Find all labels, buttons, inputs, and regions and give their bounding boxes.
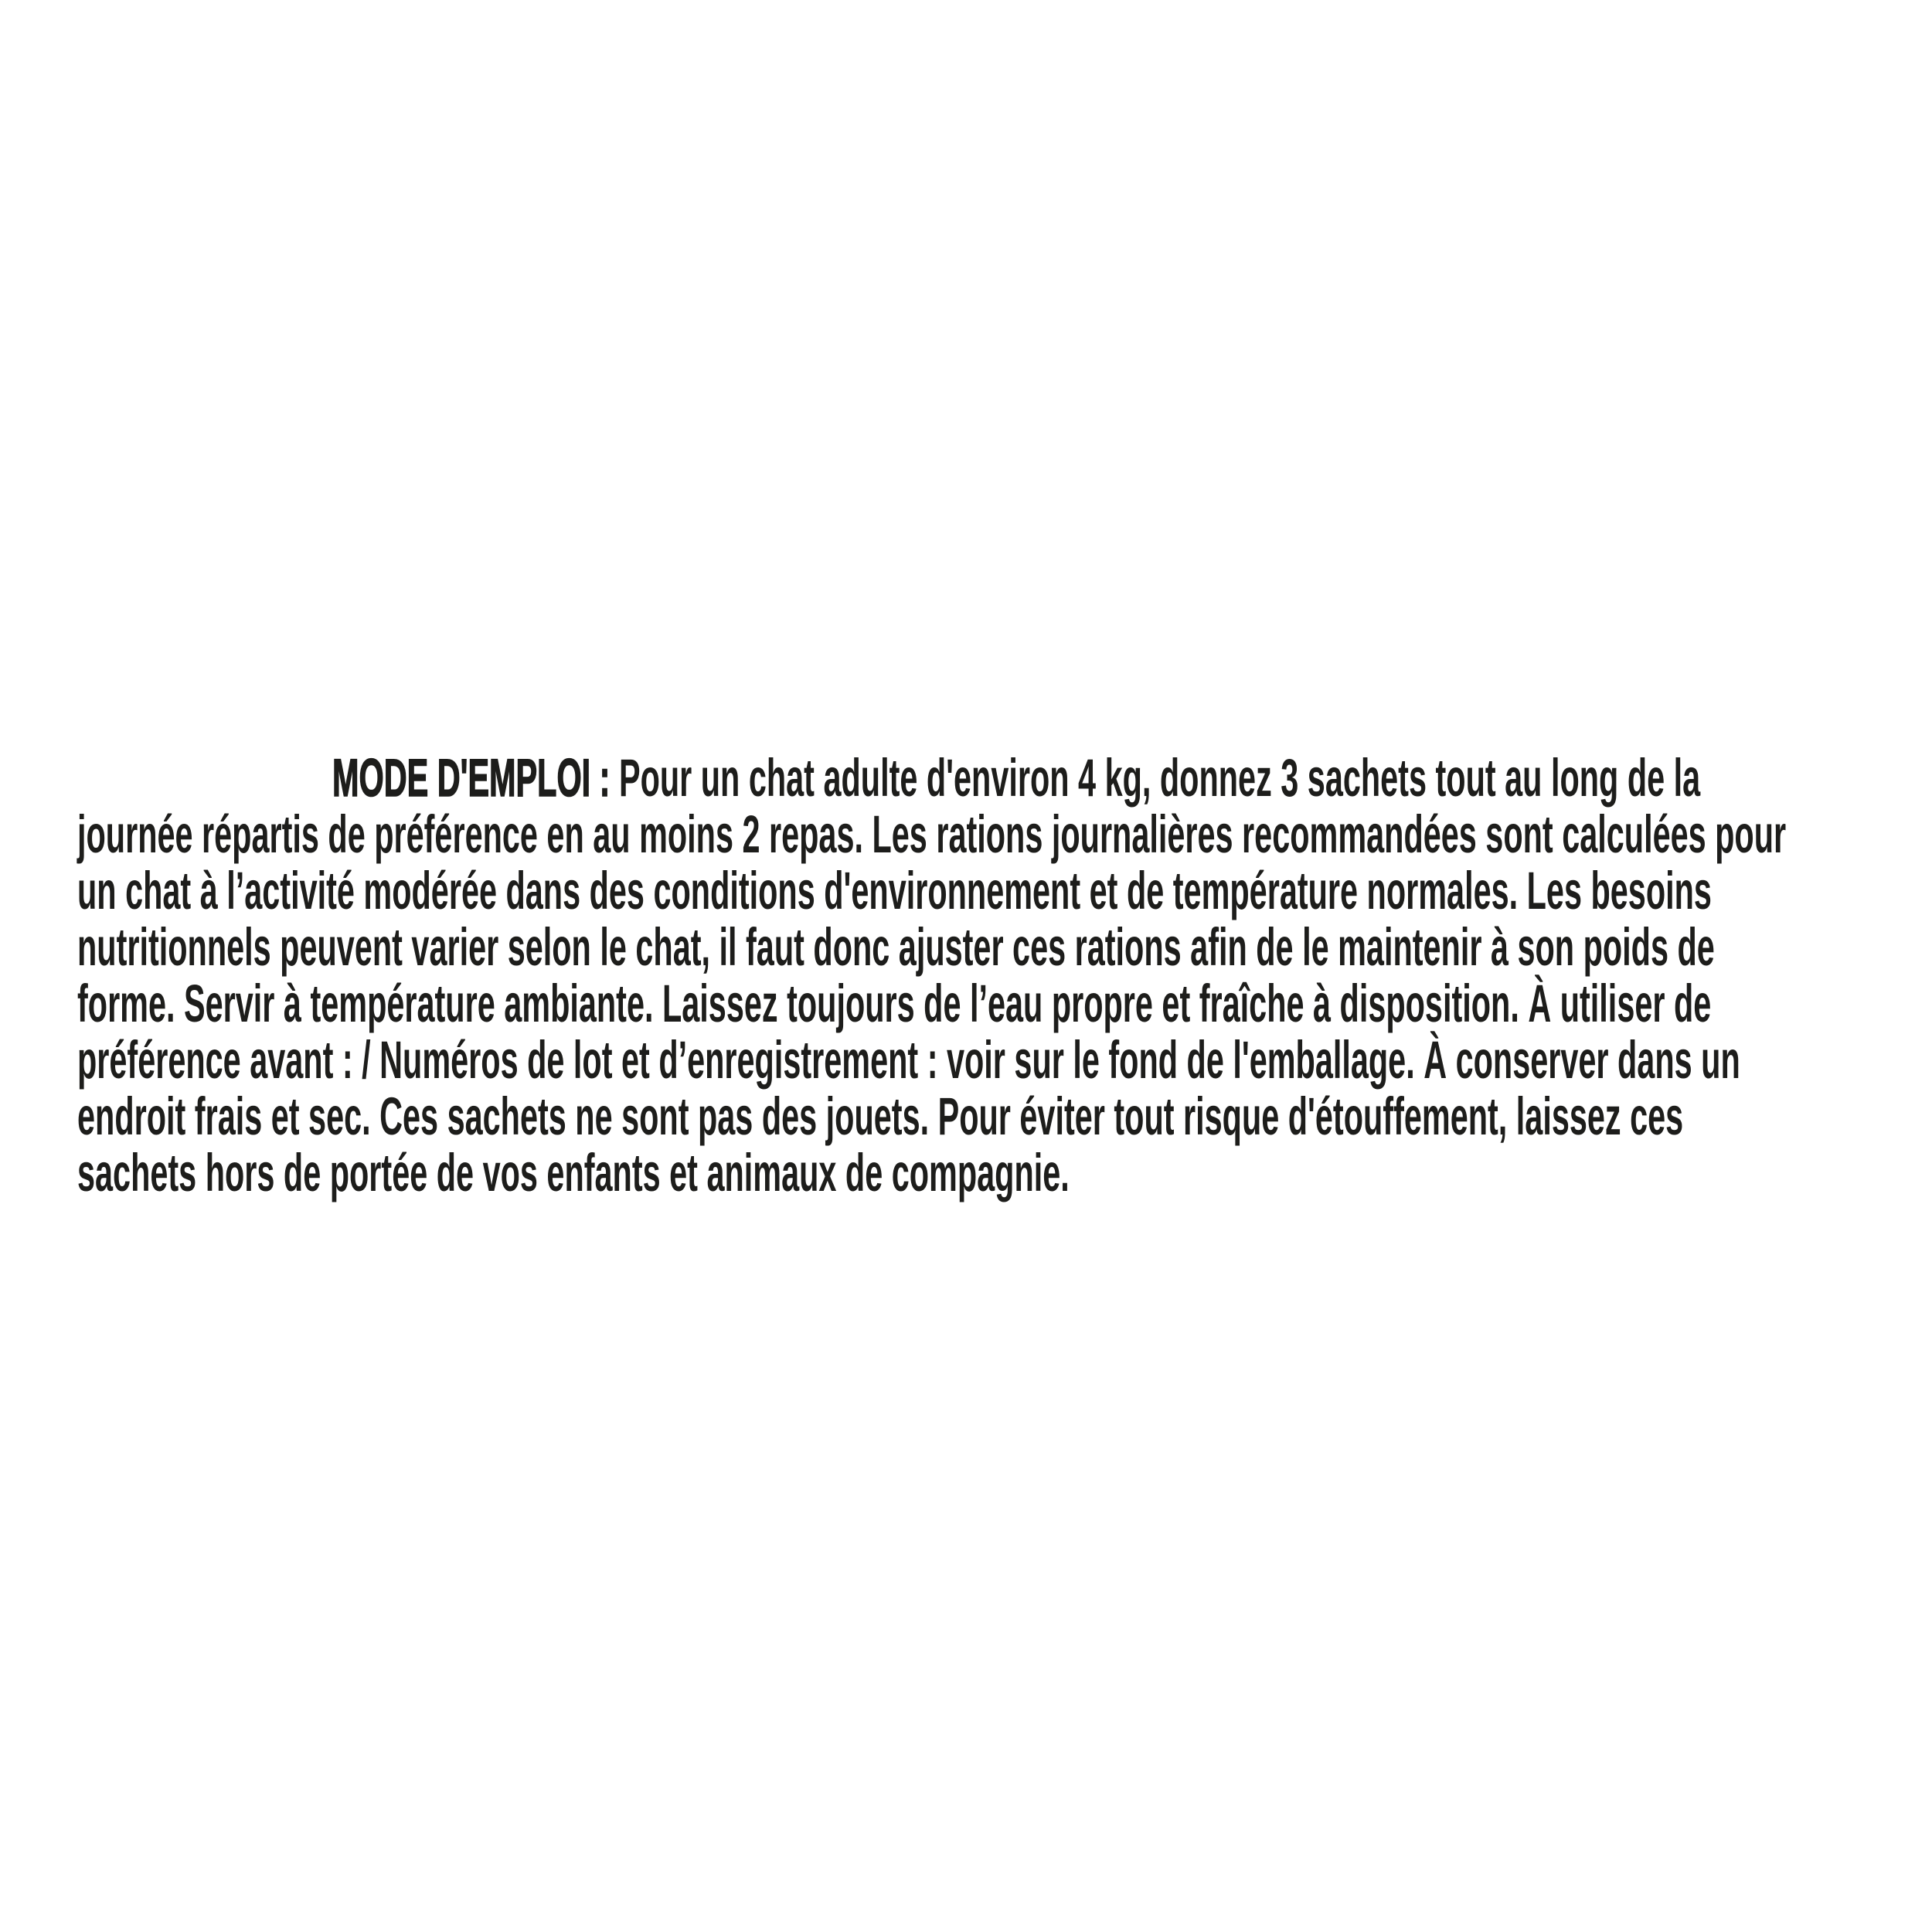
- usage-line-8: sachets hors de portée de vos enfants et animaux de compagnie.: [77, 1143, 1070, 1202]
- usage-heading: MODE D'EMPLOI :: [332, 748, 619, 808]
- usage-line-1-text: Pour un chat adulte d'environ 4 kg, donnez 3 sachets tout au long de la: [618, 748, 1701, 808]
- usage-line-6: préférence avant : / Numéros de lot et d’enregistrement : voir sur le fond de l'emballage. À conserver dans un: [77, 1030, 1740, 1090]
- usage-line-7: endroit frais et sec. Ces sachets ne sont pas des jouets. Pour éviter tout risque d'étouffement, laissez ces: [77, 1087, 1684, 1146]
- usage-line-2: journée répartis de préférence en au moins 2 repas. Les rations journalières recommandées sont calculées pour: [77, 804, 1787, 864]
- usage-line-5: forme. Servir à température ambiante. Laissez toujours de l’eau propre et fraîche à disposition. À utiliser de: [77, 974, 1712, 1033]
- usage-instructions-block: [77, 750, 1886, 1201]
- usage-line-1: [77, 750, 1886, 806]
- usage-line-4: nutritionnels peuvent varier selon le chat, il faut donc ajuster ces rations afin de le maintenir à son poids de: [77, 917, 1715, 977]
- usage-line-3: un chat à l’activité modérée dans des conditions d'environnement et de température normales. Les besoins: [77, 861, 1712, 920]
